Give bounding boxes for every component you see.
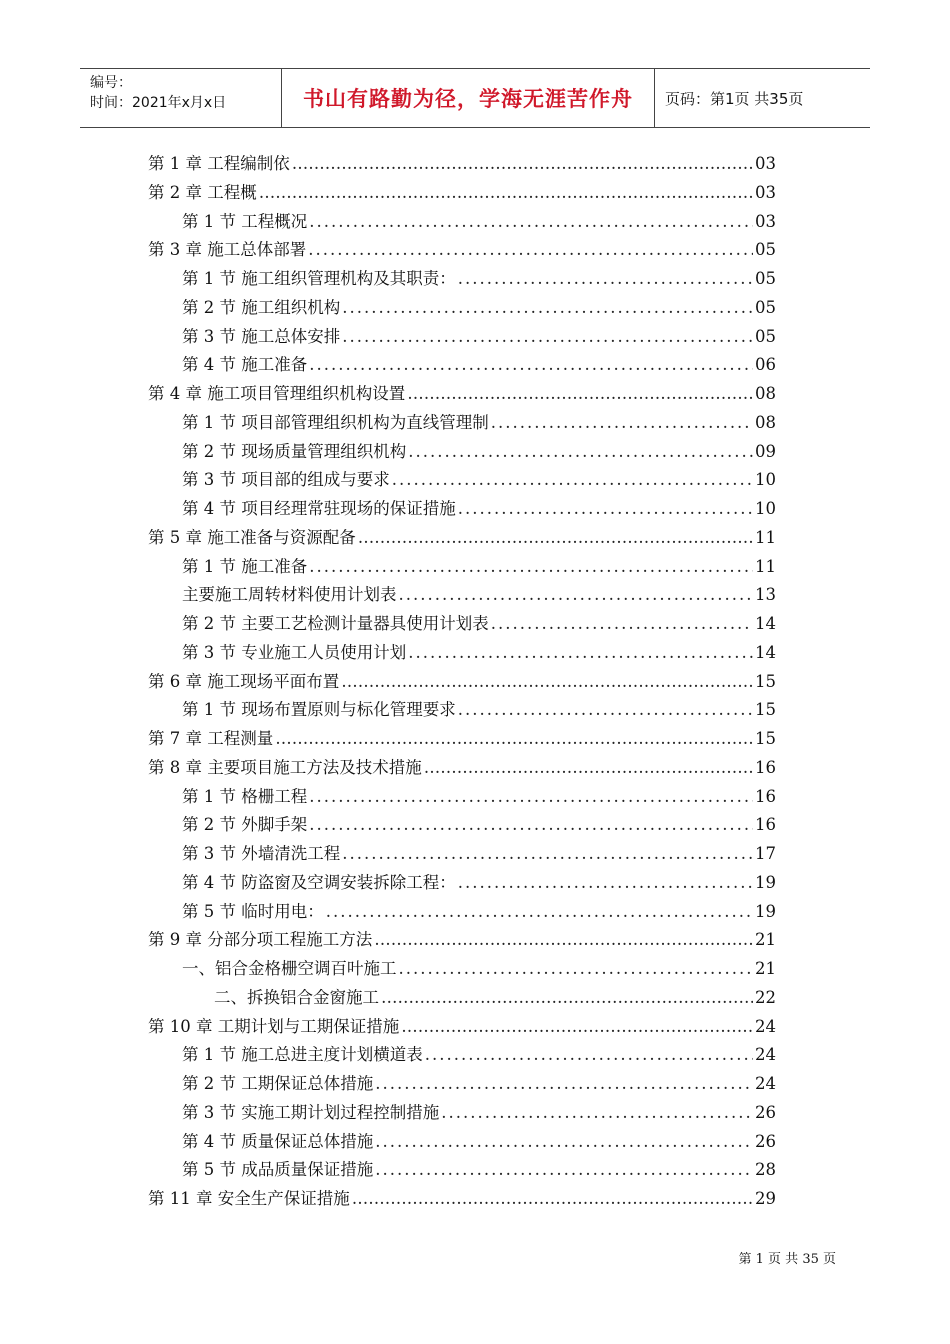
toc-entry-title: 第 4 节 施工准备 <box>182 355 308 375</box>
toc-leader-dots <box>309 783 753 811</box>
toc-entry[interactable] <box>182 1128 776 1156</box>
toc-leader-dots <box>375 1128 753 1156</box>
toc-leader-dots <box>375 1070 753 1098</box>
toc-entry[interactable] <box>182 265 776 293</box>
header-motto: 书山有路勤为径，学海无涯苦作舟 <box>303 87 633 111</box>
toc-entry-page: 28 <box>755 1160 776 1180</box>
toc-entry-title: 第 5 章 施工准备与资源配备 <box>148 527 356 547</box>
toc-entry[interactable] <box>148 725 776 753</box>
toc-entry-title: 第 6 章 施工现场平面布置 <box>148 671 340 691</box>
toc-entry[interactable] <box>182 840 776 868</box>
toc-entry-page: 03 <box>755 211 776 231</box>
toc-entry[interactable] <box>148 1013 776 1041</box>
toc-entry-title: 第 3 节 专业施工人员使用计划 <box>182 642 407 662</box>
toc-leader-dots <box>342 294 753 322</box>
toc-entry-title: 第 3 章 施工总体部署 <box>148 240 307 260</box>
toc-leader-dots <box>424 754 753 782</box>
toc-entry-title: 第 8 章 主要项目施工方法及技术措施 <box>148 757 422 777</box>
toc-entry[interactable] <box>148 668 776 696</box>
toc-leader-dots <box>458 265 753 293</box>
header-page-cell <box>655 69 870 127</box>
toc-entry[interactable] <box>182 610 776 638</box>
toc-entry-page: 16 <box>755 815 776 835</box>
toc-entry-page: 10 <box>755 470 776 490</box>
toc-entry-page: 09 <box>755 441 776 461</box>
toc-entry-page: 03 <box>755 154 776 173</box>
toc-entry[interactable] <box>182 409 776 437</box>
toc-entry-title: 第 9 章 分部分项工程施工方法 <box>148 930 373 950</box>
toc-entry-page: 17 <box>755 844 776 863</box>
toc-entry-page: 19 <box>755 901 776 921</box>
toc-leader-dots <box>309 208 753 236</box>
toc-entry[interactable] <box>148 236 776 264</box>
toc-entry[interactable] <box>214 984 776 1012</box>
toc-leader-dots <box>399 581 754 609</box>
toc-entry-title: 二、拆换铝合金窗施工 <box>214 987 379 1007</box>
toc-entry-page: 21 <box>755 959 776 978</box>
toc-entry-page: 14 <box>755 642 776 662</box>
toc-entry-title: 第 4 节 防盗窗及空调安装拆除工程： <box>182 872 456 892</box>
toc-leader-dots <box>341 668 753 696</box>
toc-entry-page: 05 <box>755 269 776 288</box>
toc-leader-dots <box>491 610 753 638</box>
toc-leader-dots <box>425 1041 753 1069</box>
toc-entry-page: 26 <box>755 1102 776 1122</box>
header-meta <box>80 69 282 127</box>
toc-entry-page: 24 <box>755 1074 776 1093</box>
toc-entry-page: 24 <box>755 1045 776 1065</box>
toc-entry-page: 15 <box>755 671 776 691</box>
toc-entry[interactable] <box>148 179 776 207</box>
toc-entry-page: 03 <box>755 182 776 202</box>
toc-entry-title: 主要施工周转材料使用计划表 <box>182 585 397 605</box>
toc-entry-title: 第 2 节 现场质量管理组织机构 <box>182 441 407 461</box>
toc-entry-page: 08 <box>755 412 776 432</box>
toc-leader-dots <box>392 466 753 494</box>
toc-entry-page: 24 <box>755 1016 776 1036</box>
toc-leader-dots <box>401 1013 753 1041</box>
toc-entry[interactable] <box>182 869 776 897</box>
toc-entry[interactable] <box>148 524 776 552</box>
toc-leader-dots <box>308 236 753 264</box>
toc-entry-page: 22 <box>755 987 776 1007</box>
toc-entry[interactable] <box>182 581 776 609</box>
toc-entry-page: 13 <box>755 585 776 605</box>
toc-entry[interactable] <box>182 294 776 322</box>
toc-entry[interactable] <box>182 1041 776 1069</box>
toc-leader-dots <box>358 524 753 552</box>
toc-entry-page: 21 <box>755 930 776 950</box>
toc-entry-title: 第 3 节 项目部的组成与要求 <box>182 470 390 490</box>
toc-leader-dots <box>352 1185 753 1213</box>
header-motto-cell <box>282 69 655 127</box>
toc-entry-page: 16 <box>755 786 776 806</box>
toc-entry-title: 第 1 节 格栅工程 <box>182 786 308 806</box>
toc-entry[interactable] <box>182 955 776 983</box>
toc-entry-title: 第 3 节 实施工期计划过程控制措施 <box>182 1102 440 1122</box>
toc-entry-title: 第 1 节 项目部管理组织机构为直线管理制 <box>182 412 489 432</box>
toc-leader-dots <box>309 811 753 839</box>
toc-entry-page: 14 <box>755 614 776 633</box>
toc-leader-dots <box>458 696 753 724</box>
toc-entry-title: 第 2 节 外脚手架 <box>182 815 308 835</box>
toc-leader-dots <box>326 898 753 926</box>
toc-entry-title: 第 4 章 施工项目管理组织机构设置 <box>148 384 406 403</box>
page-header <box>80 68 870 128</box>
toc-entry[interactable] <box>148 380 776 408</box>
toc-entry-page: 16 <box>755 757 776 777</box>
toc-leader-dots <box>491 409 753 437</box>
toc-entry[interactable] <box>182 208 776 236</box>
toc-leader-dots <box>407 380 753 408</box>
header-page-info: 页码：第1页 共35页 <box>665 89 804 108</box>
toc-entry-page: 19 <box>755 872 776 892</box>
toc-entry[interactable] <box>182 1070 776 1098</box>
toc-entry-title: 第 1 章 工程编制依 <box>148 154 290 173</box>
toc-entry-title: 第 5 节 临时用电： <box>182 901 324 921</box>
toc-entry[interactable] <box>148 1185 776 1213</box>
toc-entry[interactable] <box>148 150 776 178</box>
toc-entry-title: 第 2 章 工程概 <box>148 182 257 202</box>
toc-entry[interactable] <box>182 495 776 523</box>
toc-entry-page: 11 <box>755 556 776 576</box>
toc-entry-title: 第 10 章 工期计划与工期保证措施 <box>148 1016 400 1036</box>
toc-entry-title: 第 3 节 施工总体安排 <box>182 326 341 346</box>
time-label: 时间：2021年x月x日 <box>90 95 227 111</box>
toc-leader-dots <box>292 150 753 178</box>
toc-entry-title: 第 1 节 施工准备 <box>182 556 308 576</box>
toc-entry[interactable] <box>148 926 776 954</box>
toc-entry-page: 05 <box>755 240 776 260</box>
toc-leader-dots <box>408 639 753 667</box>
toc-entry-page: 29 <box>755 1189 776 1208</box>
toc-leader-dots <box>342 323 753 351</box>
toc-entry[interactable] <box>182 811 776 839</box>
toc-entry-title: 第 1 节 现场布置原则与标化管理要求 <box>182 700 456 720</box>
code-label: 编号： <box>90 75 132 91</box>
toc-entry[interactable] <box>182 639 776 667</box>
toc-entry-title: 第 1 节 施工组织管理机构及其职责： <box>182 269 456 288</box>
toc-leader-dots <box>381 984 753 1012</box>
toc-leader-dots <box>309 351 753 379</box>
toc-leader-dots <box>275 725 753 753</box>
toc-leader-dots <box>408 438 753 466</box>
toc-entry-title: 一、铝合金格栅空调百叶施工 <box>182 959 397 978</box>
toc-entry-page: 15 <box>755 700 776 720</box>
toc-leader-dots <box>441 1099 753 1127</box>
toc-entry-page: 26 <box>755 1131 776 1151</box>
toc-entry-title: 第 2 节 主要工艺检测计量器具使用计划表 <box>182 614 489 633</box>
toc-entry[interactable] <box>182 466 776 494</box>
toc-entry[interactable] <box>182 323 776 351</box>
toc-entry-page: 05 <box>755 297 776 317</box>
toc-entry-title: 第 4 节 质量保证总体措施 <box>182 1131 374 1151</box>
toc-leader-dots <box>259 179 753 207</box>
toc-entry[interactable] <box>182 696 776 724</box>
toc-leader-dots <box>458 495 753 523</box>
toc-entry-title: 第 4 节 项目经理常驻现场的保证措施 <box>182 499 456 518</box>
toc-leader-dots <box>342 840 753 868</box>
page-footer: 第 1 页 共 35 页 <box>738 1252 836 1267</box>
toc-entry-title: 第 2 节 施工组织机构 <box>182 297 341 317</box>
toc-entry-title: 第 1 节 工程概况 <box>182 211 308 231</box>
toc-entry-title: 第 7 章 工程测量 <box>148 729 274 748</box>
toc-entry-page: 05 <box>755 326 776 346</box>
toc-entry-title: 第 5 节 成品质量保证措施 <box>182 1160 374 1180</box>
toc-entry[interactable] <box>182 351 776 379</box>
toc-leader-dots <box>375 1156 753 1184</box>
toc-leader-dots <box>374 926 753 954</box>
toc-leader-dots <box>458 869 753 897</box>
toc-leader-dots <box>309 553 753 581</box>
toc-entry-title: 第 1 节 施工总进主度计划横道表 <box>182 1045 423 1065</box>
toc-entry-title: 第 3 节 外墙清洗工程 <box>182 844 341 863</box>
toc-entry-page: 11 <box>755 527 776 547</box>
toc-entry[interactable] <box>182 438 776 466</box>
toc-entry-title: 第 2 节 工期保证总体措施 <box>182 1074 374 1093</box>
toc-entry-page: 15 <box>755 729 776 748</box>
toc-entry[interactable] <box>182 783 776 811</box>
toc-entry[interactable] <box>182 1099 776 1127</box>
toc-entry-page: 06 <box>755 355 776 375</box>
toc-entry[interactable] <box>148 754 776 782</box>
toc-leader-dots <box>399 955 754 983</box>
toc-entry[interactable] <box>182 553 776 581</box>
toc-entry[interactable] <box>182 1156 776 1184</box>
toc-entry-title: 第 11 章 安全生产保证措施 <box>148 1189 350 1208</box>
toc-entry-page: 10 <box>755 499 776 518</box>
toc-entry-page: 08 <box>755 384 776 403</box>
toc-entry[interactable] <box>182 898 776 926</box>
